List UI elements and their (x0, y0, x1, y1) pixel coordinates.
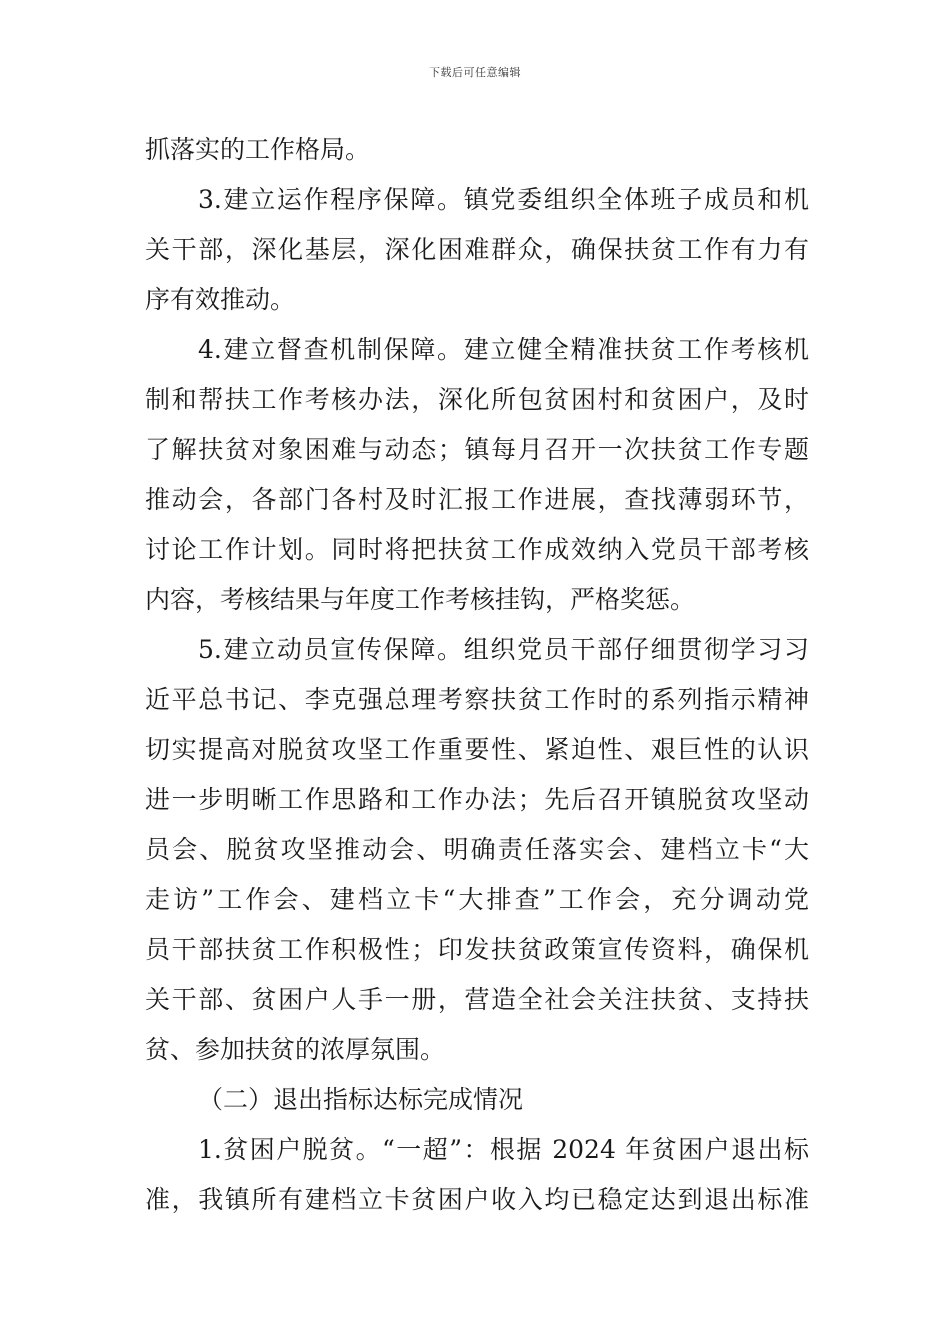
text-line: 进一步明晰工作思路和工作办法；先后召开镇脱贫攻坚动 (145, 785, 809, 814)
text-line: 4.建立督查机制保障。建立健全精准扶贫工作考核机 (198, 335, 809, 364)
text-line: 推动会，各部门各村及时汇报工作进展，查找薄弱环节， (145, 485, 809, 514)
text-line: 制和帮扶工作考核办法，深化所包贫困村和贫困户，及时 (145, 385, 809, 414)
text-line: 了解扶贫对象困难与动态；镇每月召开一次扶贫工作专题 (145, 435, 809, 464)
text-line: 1.贫困户脱贫。“一超”：根据 2024 年贫困户退出标 (198, 1135, 809, 1164)
text-line: 贫、参加扶贫的浓厚氛围。 (145, 1035, 446, 1064)
paragraph-item-5 (145, 625, 809, 1075)
paragraph-sub-1 (145, 1125, 809, 1225)
text-line: 序有效推动。 (145, 285, 296, 314)
text-line: 3.建立运作程序保障。镇党委组织全体班子成员和机 (198, 185, 809, 214)
page-header: 下载后可任意编辑 (429, 66, 521, 79)
text-line: 抓落实的工作格局。 (145, 135, 371, 164)
text-line: 切实提高对脱贫攻坚工作重要性、紧迫性、艰巨性的认识 (145, 735, 809, 764)
text-line: 讨论工作计划。同时将把扶贫工作成效纳入党员干部考核 (145, 535, 809, 564)
text-line: 关干部、贫困户人手一册，营造全社会关注扶贫、支持扶 (145, 985, 809, 1014)
text-line: 5.建立动员宣传保障。组织党员干部仔细贯彻学习习 (198, 635, 809, 664)
text-line: 关干部，深化基层，深化困难群众，确保扶贫工作有力有 (145, 235, 809, 264)
section-heading-text: （二）退出指标达标完成情况 (198, 1085, 524, 1114)
text-line: 员干部扶贫工作积极性；印发扶贫政策宣传资料，确保机 (145, 935, 809, 964)
section-heading (145, 1075, 809, 1125)
text-line: 走访”工作会、建档立卡“大排查”工作会，充分调动党 (145, 885, 809, 914)
paragraph-item-4 (145, 325, 809, 625)
text-line: 内容，考核结果与年度工作考核挂钩，严格奖惩。 (145, 585, 696, 614)
text-line: 准，我镇所有建档立卡贫困户收入均已稳定达到退出标准 (145, 1185, 809, 1214)
document-body (145, 125, 809, 1225)
paragraph (145, 125, 809, 175)
text-line: 员会、脱贫攻坚推动会、明确责任落实会、建档立卡“大 (145, 835, 809, 864)
text-line: 近平总书记、李克强总理考察扶贫工作时的系列指示精神 (145, 685, 809, 714)
paragraph-item-3 (145, 175, 809, 325)
